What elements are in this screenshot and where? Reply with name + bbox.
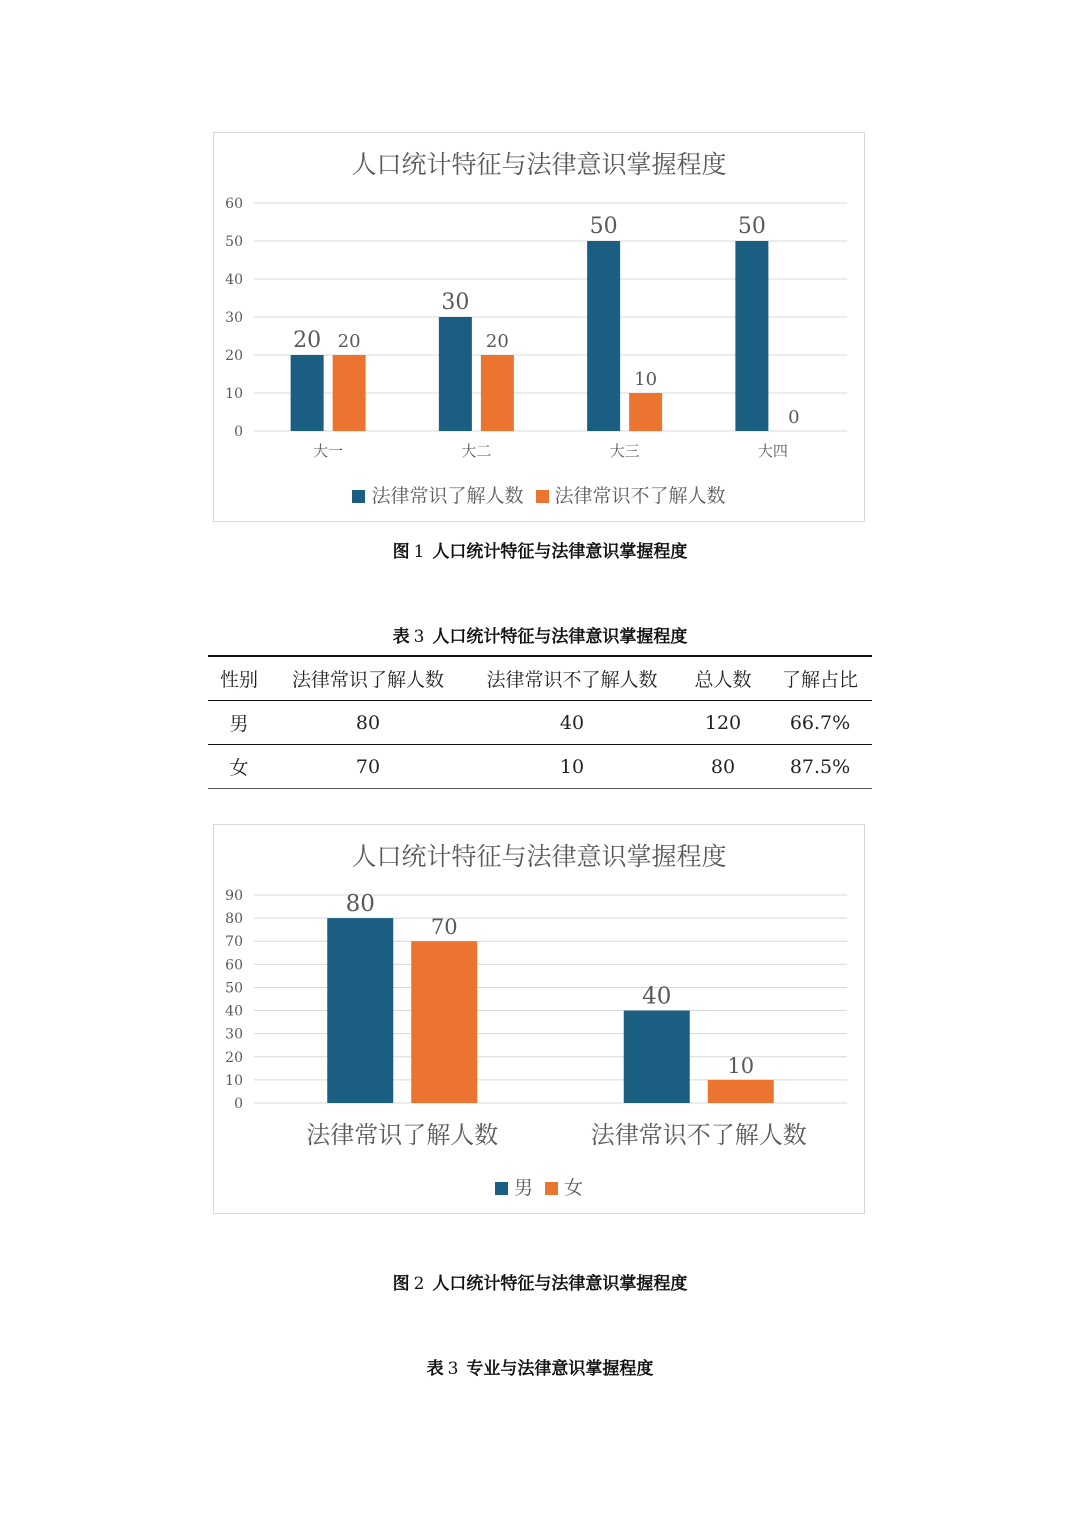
y-tick-label: 40	[225, 272, 243, 288]
caption-label: 图	[392, 1274, 410, 1294]
legend-swatch-blue	[352, 490, 365, 503]
data-label: 80	[345, 891, 375, 918]
data-label: 50	[737, 214, 766, 239]
caption-text: 人口统计特征与法律意识掌握程度	[432, 1274, 688, 1294]
caption-label: 图	[392, 542, 410, 562]
figure-1-caption	[0, 537, 1080, 562]
chart-2	[213, 824, 865, 1214]
legend-swatch-orange	[536, 490, 549, 503]
y-tick-label: 40	[225, 1003, 243, 1020]
x-tick-label: 法律常识了解人数	[306, 1121, 499, 1149]
table-cell: 70	[355, 755, 381, 778]
demographics-table	[208, 655, 872, 789]
bar	[708, 1080, 774, 1103]
header-know-count: 法律常识了解人数	[291, 669, 444, 691]
legend-label: 法律常识不了解人数	[554, 485, 726, 507]
bar	[333, 355, 366, 431]
caption-number: 2	[413, 1274, 425, 1294]
table-header-row	[208, 656, 872, 701]
x-tick-label: 大一	[313, 442, 344, 460]
y-tick-label: 50	[225, 980, 243, 997]
data-label: 10	[634, 369, 658, 390]
x-tick-label: 大三	[609, 442, 640, 460]
chart-2-title: 人口统计特征与法律意识掌握程度	[351, 842, 727, 871]
header-total: 总人数	[694, 669, 752, 691]
next-table-caption	[0, 1354, 1080, 1379]
caption-number: 3	[413, 627, 425, 647]
x-tick-label: 大四	[757, 442, 788, 460]
data-label: 40	[642, 983, 672, 1010]
y-tick-label: 0	[234, 424, 243, 440]
caption-text: 专业与法律意识掌握程度	[466, 1359, 654, 1379]
legend-item-series-2	[536, 481, 726, 508]
bar	[481, 355, 514, 431]
y-tick-label: 60	[225, 957, 243, 974]
table-cell: 120	[704, 711, 742, 734]
header-gender: 性别	[219, 669, 258, 691]
data-label: 10	[727, 1053, 755, 1078]
data-label: 30	[441, 290, 470, 315]
chart-1-legend	[214, 481, 864, 508]
table-cell: 男	[229, 713, 249, 735]
y-tick-label: 60	[225, 196, 243, 212]
legend-label: 法律常识了解人数	[371, 485, 524, 507]
data-label: 20	[337, 331, 361, 352]
table-cell: 80	[710, 755, 736, 778]
data-label: 20	[485, 331, 509, 352]
bar	[411, 941, 477, 1103]
legend-swatch-blue	[495, 1182, 508, 1195]
bar	[624, 1011, 690, 1103]
legend-item-series-1	[495, 1173, 533, 1200]
caption-text: 人口统计特征与法律意识掌握程度	[432, 627, 688, 647]
chart-2-plot	[214, 825, 866, 1215]
header-not-know-count: 法律常识不了解人数	[486, 669, 658, 691]
bar	[735, 241, 768, 431]
bar	[439, 317, 472, 431]
table-cell: 40	[559, 711, 585, 734]
table-row	[208, 701, 872, 745]
caption-number: 1	[413, 542, 425, 562]
y-tick-label: 10	[225, 1072, 243, 1089]
figure-2-caption	[0, 1269, 1080, 1294]
chart-2-legend	[214, 1173, 864, 1200]
x-tick-label: 法律常识不了解人数	[590, 1121, 807, 1149]
caption-label: 表	[426, 1359, 444, 1379]
data-label: 70	[430, 915, 458, 940]
x-tick-label: 大二	[461, 442, 492, 460]
table-3-caption	[0, 622, 1080, 647]
table-cell: 66.7%	[789, 711, 851, 734]
table-cell: 80	[355, 711, 381, 734]
legend-label: 男	[513, 1177, 533, 1199]
legend-swatch-orange	[545, 1182, 558, 1195]
table-row	[208, 745, 872, 789]
legend-item-series-1	[352, 481, 523, 508]
y-tick-label: 0	[234, 1096, 243, 1112]
table-cell: 10	[559, 755, 585, 778]
y-tick-label: 70	[225, 934, 243, 951]
table-cell: 87.5%	[789, 755, 851, 778]
y-tick-label: 50	[225, 234, 243, 250]
caption-text: 人口统计特征与法律意识掌握程度	[432, 542, 688, 562]
y-tick-label: 20	[225, 1049, 243, 1066]
chart-1-title: 人口统计特征与法律意识掌握程度	[351, 150, 727, 179]
chart-1-plot	[214, 133, 866, 523]
bar	[629, 393, 662, 431]
data-label: 50	[589, 214, 618, 239]
table-cell: 女	[229, 757, 249, 779]
bar	[587, 241, 620, 431]
header-ratio: 了解占比	[781, 669, 858, 691]
caption-label: 表	[392, 627, 410, 647]
y-tick-label: 80	[225, 911, 243, 928]
data-label: 0	[788, 407, 800, 428]
y-tick-label: 10	[225, 386, 243, 402]
y-tick-label: 30	[225, 310, 243, 326]
y-tick-label: 20	[225, 348, 243, 364]
y-tick-label: 30	[225, 1026, 243, 1043]
bar	[291, 355, 324, 431]
legend-label: 女	[564, 1177, 584, 1199]
legend-item-series-2	[545, 1173, 583, 1200]
caption-number: 3	[447, 1359, 459, 1379]
bar	[327, 918, 393, 1103]
y-tick-label: 90	[225, 888, 243, 904]
data-label: 20	[293, 328, 322, 353]
chart-1	[213, 132, 865, 522]
